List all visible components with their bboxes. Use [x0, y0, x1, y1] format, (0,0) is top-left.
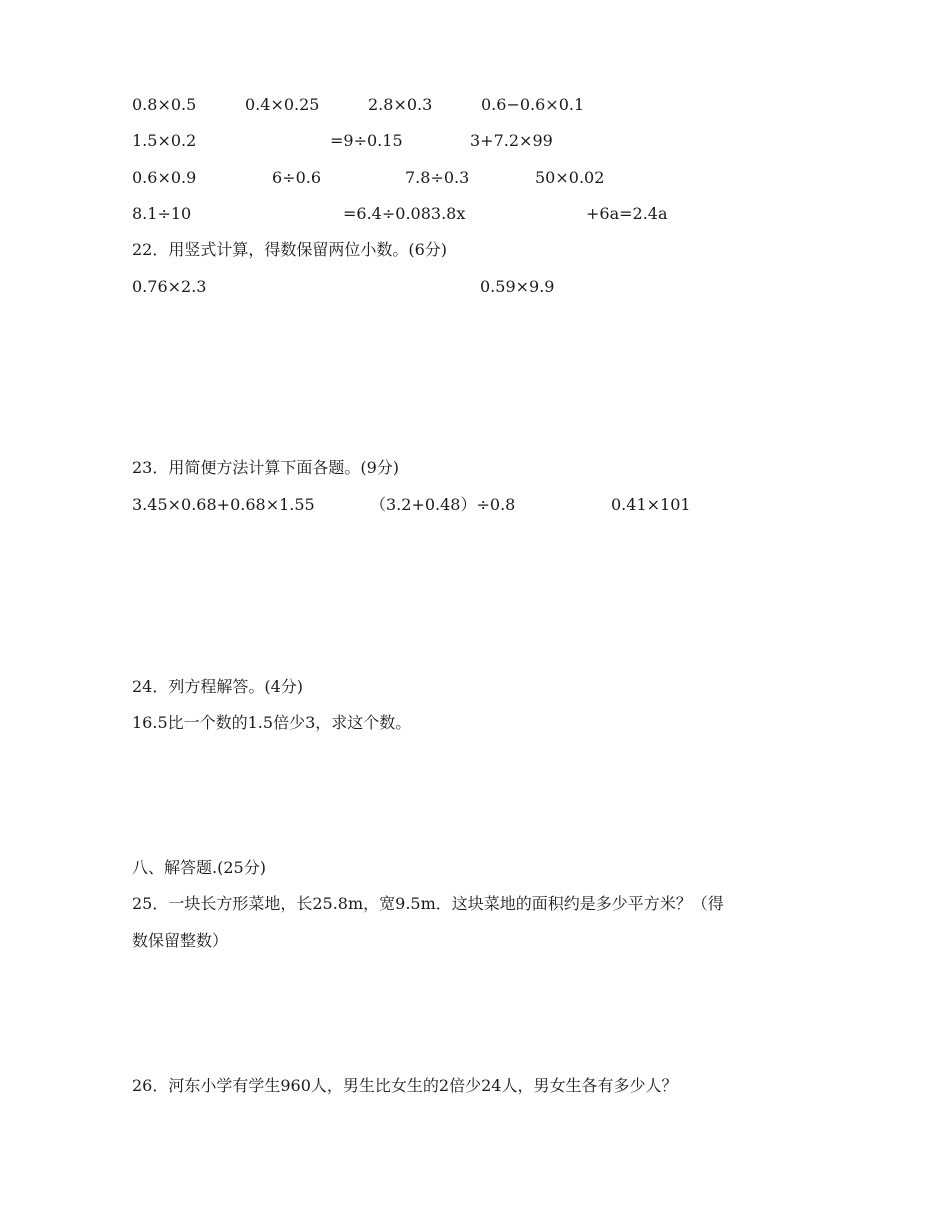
q23-item-3: 0.41×101	[611, 495, 691, 514]
oral-calc-4-2: =6.4÷0.083.8x	[343, 204, 466, 223]
oral-calc-3-1: 0.6×0.9	[132, 168, 197, 187]
oral-calc-3-2: 6÷0.6	[272, 168, 322, 187]
oral-calc-1-1: 0.8×0.5	[132, 95, 197, 114]
q22-title: 22．用竖式计算，得数保留两位小数。(6分)	[132, 240, 448, 259]
oral-calc-3-3: 7.8÷0.3	[405, 168, 470, 187]
q26-text: 26．河东小学有学生960人，男生比女生的2倍少24人，男女生各有多少人？	[132, 1076, 678, 1095]
oral-calc-1-3: 2.8×0.3	[368, 95, 433, 114]
q23-item-2: （3.2+0.48）÷0.8	[370, 495, 516, 514]
oral-calc-4-3: +6a=2.4a	[586, 204, 668, 223]
oral-calc-3-4: 50×0.02	[535, 168, 605, 187]
oral-calc-1-4: 0.6−0.6×0.1	[481, 95, 585, 114]
oral-calc-2-3: 3+7.2×99	[470, 131, 553, 150]
section-8-title: 八、解答题.(25分)	[132, 858, 266, 877]
q24-title: 24．列方程解答。(4分)	[132, 677, 304, 696]
q22-item-1: 0.76×2.3	[132, 277, 207, 296]
q25-line-2: 数保留整数）	[132, 931, 229, 950]
q25-line-1: 25．一块长方形菜地，长25.8m，宽9.5m．这块菜地的面积约是多少平方米？（得	[132, 894, 724, 913]
q23-title: 23．用简便方法计算下面各题。(9分)	[132, 458, 400, 477]
oral-calc-2-1: 1.5×0.2	[132, 131, 197, 150]
oral-calc-2-2: =9÷0.15	[330, 131, 403, 150]
oral-calc-1-2: 0.4×0.25	[245, 95, 320, 114]
q24-text: 16.5比一个数的1.5倍少3，求这个数。	[132, 713, 412, 732]
q22-item-2: 0.59×9.9	[480, 277, 555, 296]
oral-calc-4-1: 8.1÷10	[132, 204, 192, 223]
q23-item-1: 3.45×0.68+0.68×1.55	[132, 495, 315, 514]
